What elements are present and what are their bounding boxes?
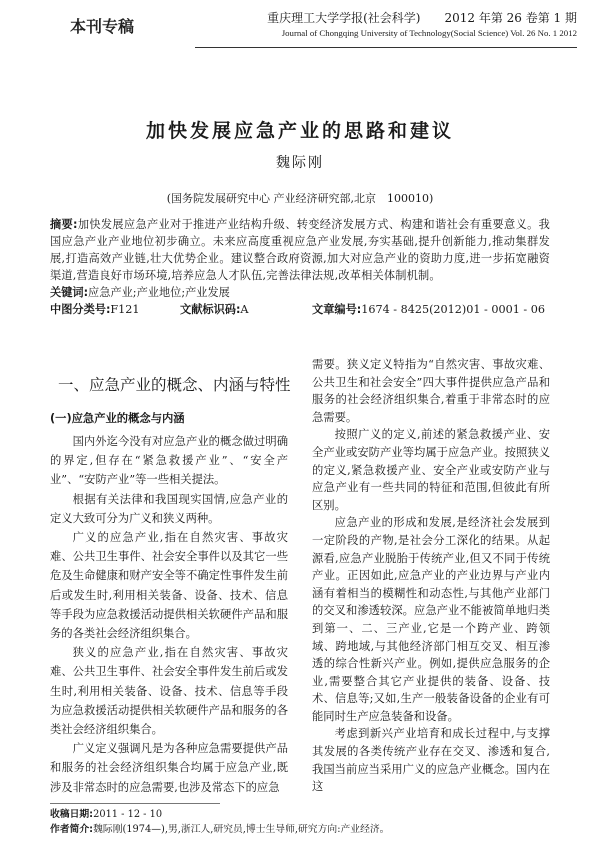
author-bio <box>50 823 389 836</box>
paragraph: 需要。狭义定义特指为“自然灾害、事故灾难、公共卫生和社会安全”四大事件提供应急产品和服务的社会经济组织集合,着重于非常态时的应急需要。 <box>312 358 550 424</box>
paragraph: 国内外迄今没有对应急产业的概念做过明确的界定,但存在“紧急救援产业”、“安全产业”、“安防产业”等一些相关提法。 <box>50 435 288 487</box>
author: 魏际刚 <box>276 155 324 171</box>
affiliation: (国务院发展研究中心 产业经济研究部,北京 100010) <box>166 192 434 205</box>
article-number-label: 文章编号: <box>312 303 362 316</box>
keywords <box>50 284 550 301</box>
doc-code-label: 文献标识码: <box>180 303 241 316</box>
received-value: 2011 - 12 - 10 <box>93 809 163 820</box>
subsection-heading: (一)应急产业的概念与内涵 <box>50 412 185 425</box>
abstract-label: 摘要: <box>50 218 78 231</box>
article-number: 1674 - 8425(2012)01 - 0001 - 06 <box>361 303 545 316</box>
bio-text: 魏际刚(1974—),男,浙江人,研究员,博士生导师,研究方向:产业经济。 <box>93 824 390 835</box>
footnote-rule <box>50 803 220 804</box>
paragraph: 考虑到新兴产业培育和成长过程中,与支撑其发展的各类传统产业存在交叉、渗透和复合,我国当前应当采用广义的应急产业概念。国内在这 <box>312 727 550 794</box>
left-column <box>50 432 288 797</box>
bio-label: 作者简介: <box>50 824 94 835</box>
header-rule <box>195 47 577 48</box>
keywords-text: 应急产业;产业地位;产业发展 <box>88 286 230 299</box>
paragraph: 广义的应急产业,指在自然灾害、事故灾难、公共卫生事件、社会安全事件以及其它一些危及生命健康和财产安全等不确定性事件发生前后或发生时,利用相关装备、设备、技术、信息等手段为应急救援活动提供相关软硬件产品和服务的各类社会经济组织集合。 <box>50 531 288 641</box>
clc-code: F121 <box>110 303 140 316</box>
journal-name-cn: 重庆理工大学学报(社会科学) 2012 年第 26 卷第 1 期 <box>267 11 577 25</box>
paragraph: 按照广义的定义,前述的紧急救援产业、安全产业或安防产业等均属于应急产业。按照狭义的定义,紧急救援产业、安全产业或安防产业与应急产业有一些共同的特征和范围,但彼此有所区别。 <box>312 428 550 512</box>
paragraph: 应急产业的形成和发展,是经济社会发展到一定阶段的产物,是社会分工深化的结果。从起源看,应急产业脱胎于传统产业,但又不同于传统产业。正因如此,应急产业的产业边界与产业内涵有着相当的模糊性和动态性,与其他产业部门的交叉和渗透较深。应急产业不能被简单地归类到第一、二、三产业,它是一个跨产业、跨领域、跨地域,与其他经济部门相互交叉、相互渗透的综合性新兴产业。例如,提供应急服务的企业,需要整合其它产业提供的装备、设备、技术、信息等;又如,生产一般装备设备的企业有可能同时生产应急装备和设备。 <box>312 516 550 723</box>
column-tag: 本刊专稿 <box>70 17 135 36</box>
clc-label: 中图分类号: <box>50 303 111 316</box>
paragraph: 根据有关法律和我国现实国情,应急产业的定义大致可分为广义和狭义两种。 <box>50 492 288 525</box>
right-column <box>312 356 550 796</box>
paper-title: 加快发展应急产业的思路和建议 <box>145 120 454 142</box>
received-date <box>50 808 162 821</box>
journal-name-en: Journal of Chongqing University of Technology(Social Science) Vol. 26 No. 1 2012 <box>281 28 577 38</box>
abstract <box>50 216 550 284</box>
front-matter <box>50 216 550 318</box>
abstract-text: 加快发展应急产业对于推进产业结构升级、转变经济发展方式、构建和谐社会有重要意义。我国应急产业产业地位初步确立。未来应高度重视应急产业发展,夯实基础,提升创新能力,推动集群发展,打造高效产业链,壮大优势企业。建议整合政府资源,加大对应急产业的资助力度,进一步拓宽融资渠道,营造良好市场环境,培养应急人才队伍,完善法律法规,改革相关体制机制。 <box>50 218 551 282</box>
keywords-label: 关键词: <box>50 286 89 299</box>
classification-row <box>50 301 550 318</box>
received-label: 收稿日期: <box>50 809 94 820</box>
doc-code: A <box>240 303 249 316</box>
section-heading: 一、应急产业的概念、内涵与特性 <box>58 376 291 394</box>
paragraph: 广义定义强调凡是为各种应急需要提供产品和服务的社会经济组织集合均属于应急产业,既涉及非常态时的应急需要,也涉及常态下的应急 <box>50 742 288 794</box>
paragraph: 狭义的应急产业,指在自然灾害、事故灾难、公共卫生事件、社会安全事件发生前后或发生时,利用相关装备、设备、技术、信息等手段为应急救援活动提供相关软硬件产品和服务的各类社会经济组织集合。 <box>50 646 288 737</box>
